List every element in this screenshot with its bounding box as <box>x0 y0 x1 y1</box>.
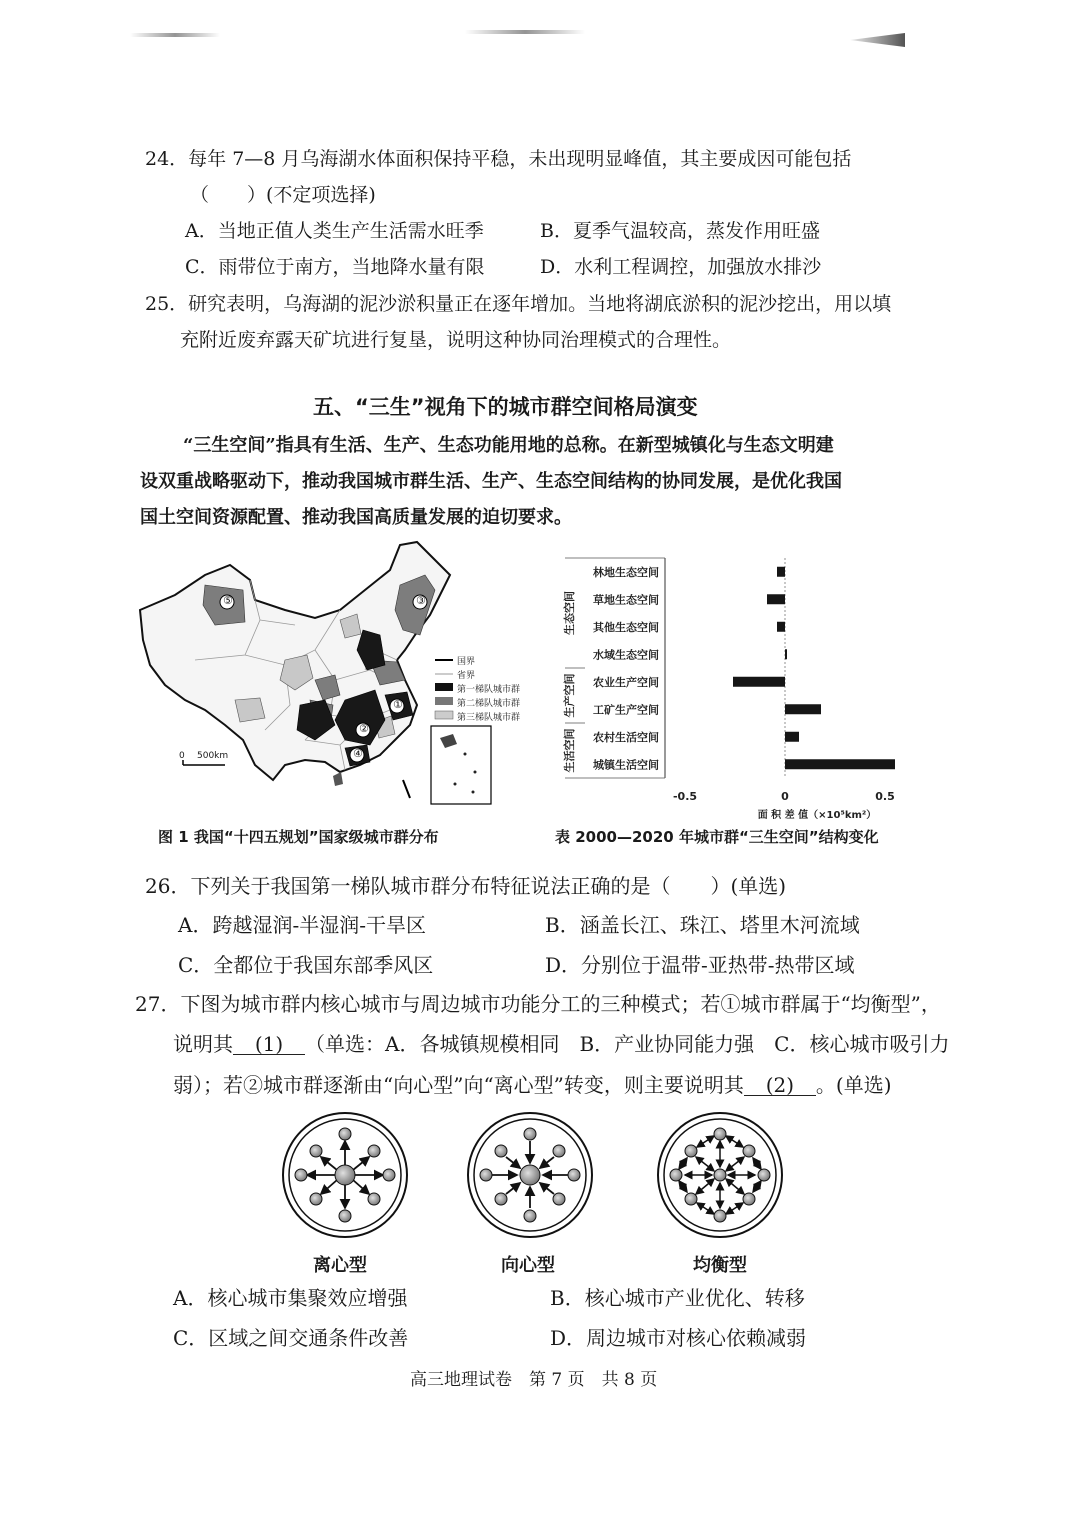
legend-label-tier1: 第一梯队城市群 <box>457 685 521 695</box>
q27-option-b: B．核心城市产业优化、转移 <box>550 1286 805 1310</box>
map-marker-1: ① <box>393 698 403 711</box>
scan-smudge <box>465 30 585 34</box>
bar <box>785 732 799 742</box>
centripetal-diagram <box>468 1113 592 1237</box>
legend-label-national-border: 国界 <box>457 657 476 667</box>
pattern-label-centrifugal: 离心型 <box>313 1255 367 1276</box>
q26-option-c: C．全都位于我国东部季风区 <box>178 953 434 977</box>
q27-blank-2: (2) <box>744 1075 816 1096</box>
q27-option-a: A．核心城市集聚效应增强 <box>173 1286 408 1310</box>
south-china-sea-inset <box>431 726 491 804</box>
map-marker-5: ⑤ <box>223 594 233 607</box>
bar <box>733 677 785 687</box>
pattern-label-centripetal: 向心型 <box>501 1255 555 1276</box>
group-label: 生活空间 <box>563 728 576 773</box>
group-label: 生态空间 <box>563 591 576 635</box>
map-marker-4: ④ <box>353 747 363 760</box>
q24-option-d: D．水利工程调控，加强放水排沙 <box>540 256 822 278</box>
q26-option-b: B．涵盖长江、珠江、塔里木河流域 <box>545 913 860 937</box>
q27-line3-suffix: 。(单选) <box>815 1073 892 1097</box>
three-spaces-bar-chart <box>555 548 915 823</box>
q24-stem-line2: （ ）(不定项选择) <box>190 184 376 206</box>
group-label: 生产空间 <box>563 673 576 718</box>
map-caption: 图 1 我国“十四五规划”国家级城市群分布 <box>158 828 439 846</box>
legend-label-province-border: 省界 <box>457 671 476 681</box>
map-legend <box>435 660 453 719</box>
q26-option-a: A．跨越湿润-半湿润-干旱区 <box>178 913 426 937</box>
legend-label-tier2: 第二梯队城市群 <box>457 699 521 709</box>
chart-caption: 表 2000—2020 年城市群“三生空间”结构变化 <box>555 828 879 846</box>
bar-chart-svg <box>555 548 915 823</box>
q27-stem-line3 <box>173 1075 892 1096</box>
q24-option-a: A．当地正值人类生产生活需水旺季 <box>185 220 484 242</box>
category-label: 工矿生产空间 <box>593 703 659 717</box>
x-tick-label: -0.5 <box>672 790 698 803</box>
category-label: 林地生态空间 <box>593 565 659 579</box>
section-intro-line3: 国土空间资源配置、推动我国高质量发展的迫切要求。 <box>140 507 572 528</box>
bar <box>785 759 895 769</box>
q25-stem-line2: 充附近废弃露天矿坑进行复垦，说明这种协同治理模式的合理性。 <box>180 329 732 351</box>
scan-smudge <box>130 33 220 37</box>
q24-option-c: C．雨带位于南方，当地降水量有限 <box>185 256 485 278</box>
q24-stem-line1: 24．每年 7—8 月乌海湖水体面积保持平稳，未出现明显峰值，其主要成因可能包括 <box>145 148 852 170</box>
q27-line3-prefix: 弱）；若②城市群逐渐由“向心型”向“离心型”转变，则主要说明其 <box>173 1073 744 1097</box>
map-marker-2: ② <box>359 722 369 735</box>
q26-stem: 26．下列关于我国第一梯队城市群分布特征说法正确的是（ ）(单选) <box>145 874 787 898</box>
scan-smudge <box>850 33 905 47</box>
china-city-cluster-map <box>135 540 520 820</box>
x-tick-label: 0.5 <box>875 790 895 803</box>
bar <box>767 594 785 604</box>
q26-option-d: D．分别位于温带-亚热带-热带区域 <box>545 953 855 977</box>
section-title: 五、“三生”视角下的城市群空间格局演变 <box>313 395 698 419</box>
bar <box>777 622 785 632</box>
map-marker-3: ③ <box>416 594 426 607</box>
x-axis-label: 面 积 差 值（×10⁵km²） <box>757 810 877 821</box>
pattern-label-balanced: 均衡型 <box>693 1255 747 1276</box>
q27-line2-prefix: 说明其 <box>173 1032 233 1056</box>
category-label: 草地生态空间 <box>593 593 659 607</box>
balanced-diagram <box>658 1113 782 1237</box>
q27-stem-line2 <box>173 1034 949 1055</box>
q24-option-b: B．夏季气温较高，蒸发作用旺盛 <box>540 220 820 242</box>
q27-blank-1: (1) <box>233 1034 305 1055</box>
category-label: 其他生态空间 <box>593 620 659 634</box>
legend-label-tier3: 第三梯队城市群 <box>457 713 521 723</box>
q27-option-c: C．区域之间交通条件改善 <box>173 1326 409 1350</box>
q27-stem-line1: 27．下图为城市群内核心城市与周边城市功能分工的三种模式；若①城市群属于“均衡型”， <box>135 992 941 1016</box>
x-tick-label: 0 <box>781 790 789 803</box>
scale-label: 500km <box>197 751 229 761</box>
section-intro-line1: “三生空间”指具有生活、生产、生态功能用地的总称。在新型城镇化与生态文明建 <box>183 435 834 456</box>
bar <box>777 567 785 577</box>
category-label: 水域生态空间 <box>593 648 659 662</box>
section-intro-line2: 设双重战略驱动下，推动我国城市群生活、生产、生态空间结构的协同发展，是优化我国 <box>140 471 842 492</box>
centrifugal-diagram <box>283 1113 407 1237</box>
q25-stem-line1: 25．研究表明，乌海湖的泥沙淤积量正在逐年增加。当地将湖底淤积的泥沙挖出，用以填 <box>145 293 892 315</box>
page-footer: 高三地理试卷 第 7 页 共 8 页 <box>410 1370 658 1390</box>
q27-line2-suffix: （单选：A．各城镇规模相同 B．产业协同能力强 C．核心城市吸引力 <box>305 1032 950 1056</box>
bar <box>785 704 821 714</box>
q27-option-d: D．周边城市对核心依赖减弱 <box>550 1326 807 1350</box>
bar <box>785 649 787 659</box>
category-label: 农村生活空间 <box>593 730 659 744</box>
category-label: 城镇生活空间 <box>593 758 659 772</box>
scale-zero: 0 <box>179 751 185 761</box>
pattern-diagrams <box>280 1110 800 1245</box>
category-label: 农业生产空间 <box>593 675 659 689</box>
